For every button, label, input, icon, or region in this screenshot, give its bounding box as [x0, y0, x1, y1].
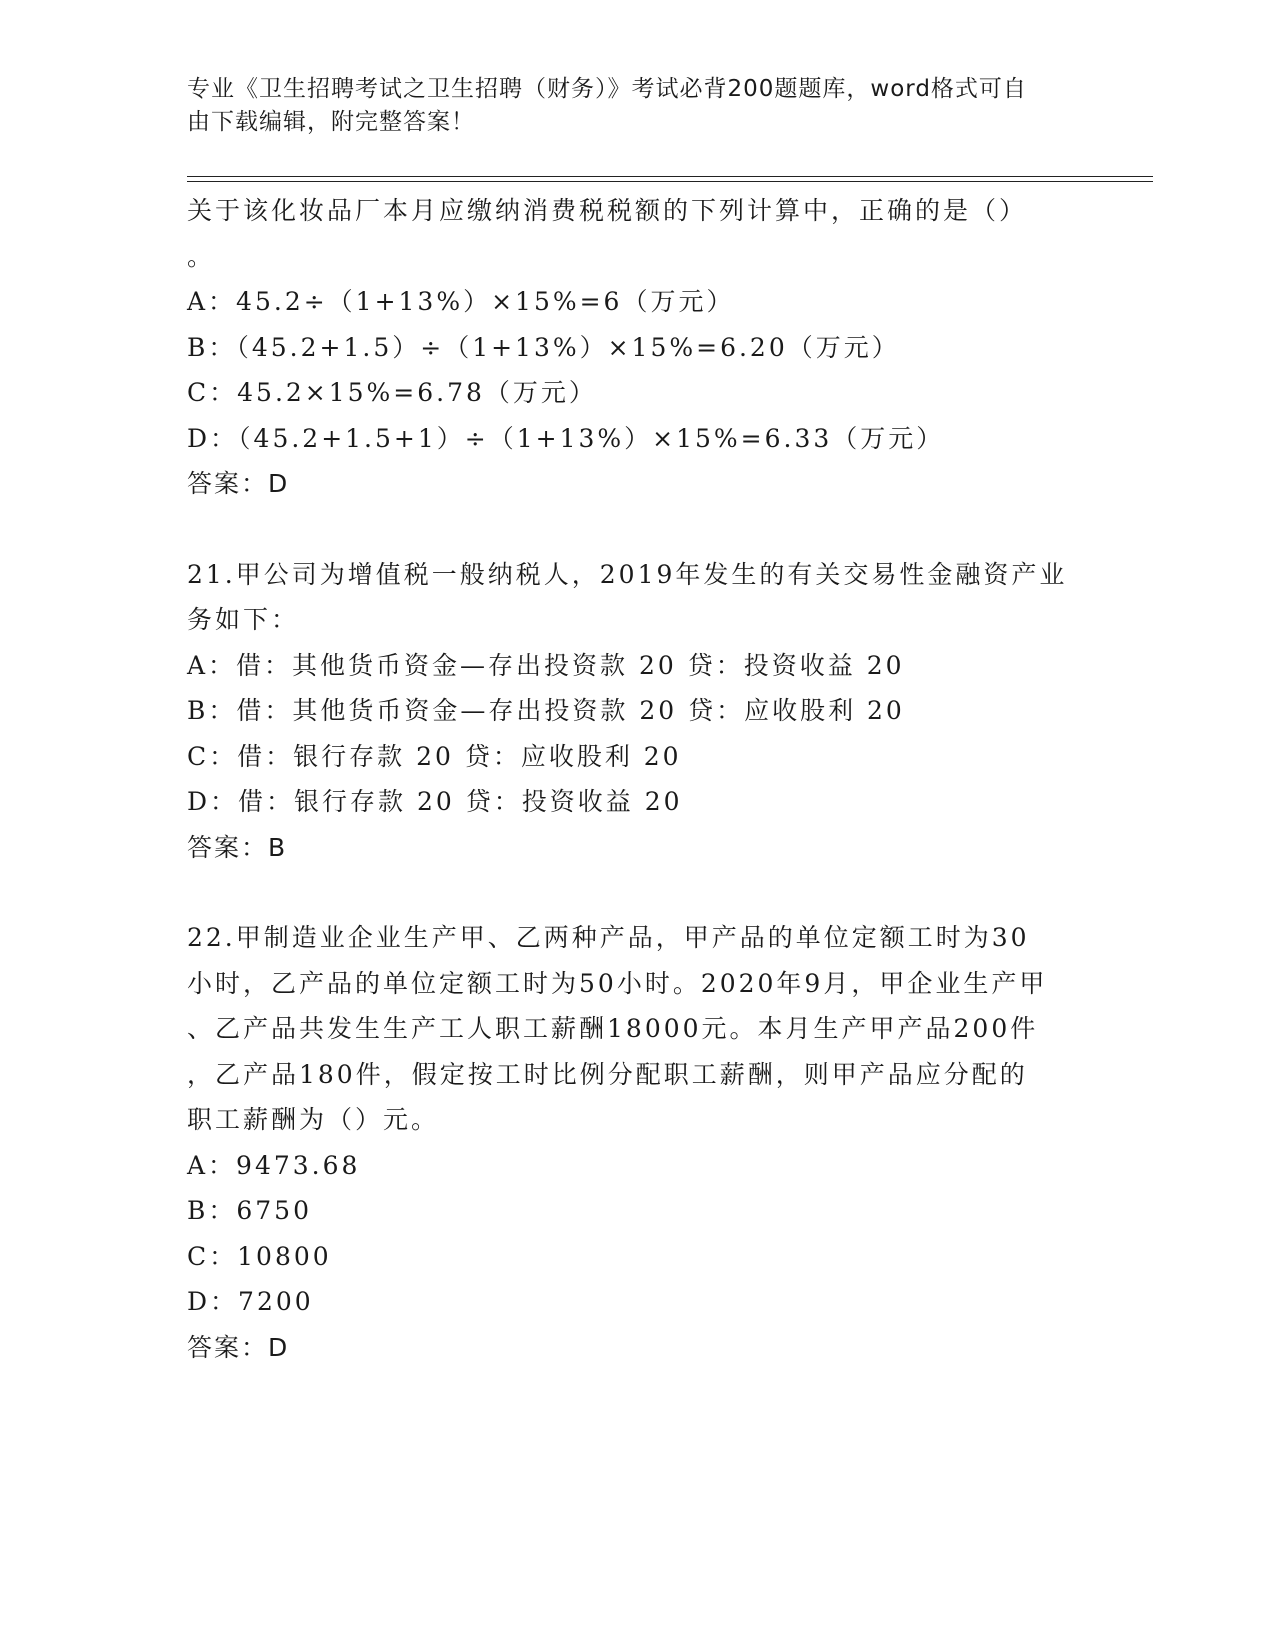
- document-header: [187, 73, 1067, 139]
- question-stem-line: 务如下：: [187, 605, 300, 634]
- question-stem-line: 22.甲制造业企业生产甲、乙两种产品，甲产品的单位定额工时为30: [187, 923, 1030, 952]
- question-item: [187, 552, 1087, 871]
- question-stem-line: ，乙产品180件，假定按工时比例分配职工薪酬，则甲产品应分配的: [187, 1059, 1028, 1089]
- option-d: D：（45.2+1.5+1）÷（1+13%）×15%=6.33（万元）: [187, 423, 945, 453]
- option-d: D：借：银行存款 20 贷：投资收益 20: [187, 787, 683, 816]
- header-divider-top: [187, 176, 1153, 177]
- answer-line: 答案：D: [187, 1332, 290, 1362]
- answer-line: 答案：B: [187, 832, 288, 862]
- question-list: [187, 188, 1087, 1370]
- header-line-1: 专业《卫生招聘考试之卫生招聘（财务）》考试必背200题题库，word格式可自: [187, 76, 1027, 102]
- option-b: B：6750: [187, 1196, 312, 1225]
- question-stem-line: 关于该化妆品厂本月应缴纳消费税税额的下列计算中，正确的是（）: [187, 196, 1028, 225]
- option-b: B：借：其他货币资金—存出投资款 20 贷：应收股利 20: [187, 696, 905, 725]
- question-item: [187, 915, 1087, 1370]
- option-c: C：45.2×15%=6.78（万元）: [187, 378, 597, 407]
- option-b: B：（45.2+1.5）÷（1+13%）×15%=6.20（万元）: [187, 332, 900, 362]
- header-line-2: 由下载编辑，附完整答案！: [187, 109, 475, 135]
- question-stem-line: 小时，乙产品的单位定额工时为50小时。2020年9月，甲企业生产甲: [187, 968, 1048, 998]
- option-c: C：10800: [187, 1241, 332, 1271]
- question-spacer: [187, 870, 1087, 915]
- option-d: D：7200: [187, 1287, 314, 1316]
- option-c: C：借：银行存款 20 贷：应收股利 20: [187, 741, 682, 771]
- header-divider-bottom: [187, 181, 1153, 182]
- question-spacer: [187, 507, 1087, 552]
- question-item: [187, 188, 1087, 507]
- question-stem-line: 职工薪酬为（）元。: [187, 1105, 440, 1134]
- question-stem-line: 、乙产品共发生生产工人职工薪酬18000元。本月生产甲产品200件: [187, 1014, 1039, 1043]
- answer-line: 答案：D: [187, 469, 290, 498]
- option-a: A：9473.68: [187, 1150, 361, 1180]
- option-a: A：借：其他货币资金—存出投资款 20 贷：投资收益 20: [187, 650, 905, 680]
- option-a: A：45.2÷（1+13%）×15%=6（万元）: [187, 287, 735, 316]
- question-stem-line: 。: [187, 241, 216, 271]
- question-stem-line: 21.甲公司为增值税一般纳税人，2019年发生的有关交易性金融资产业: [187, 559, 1068, 589]
